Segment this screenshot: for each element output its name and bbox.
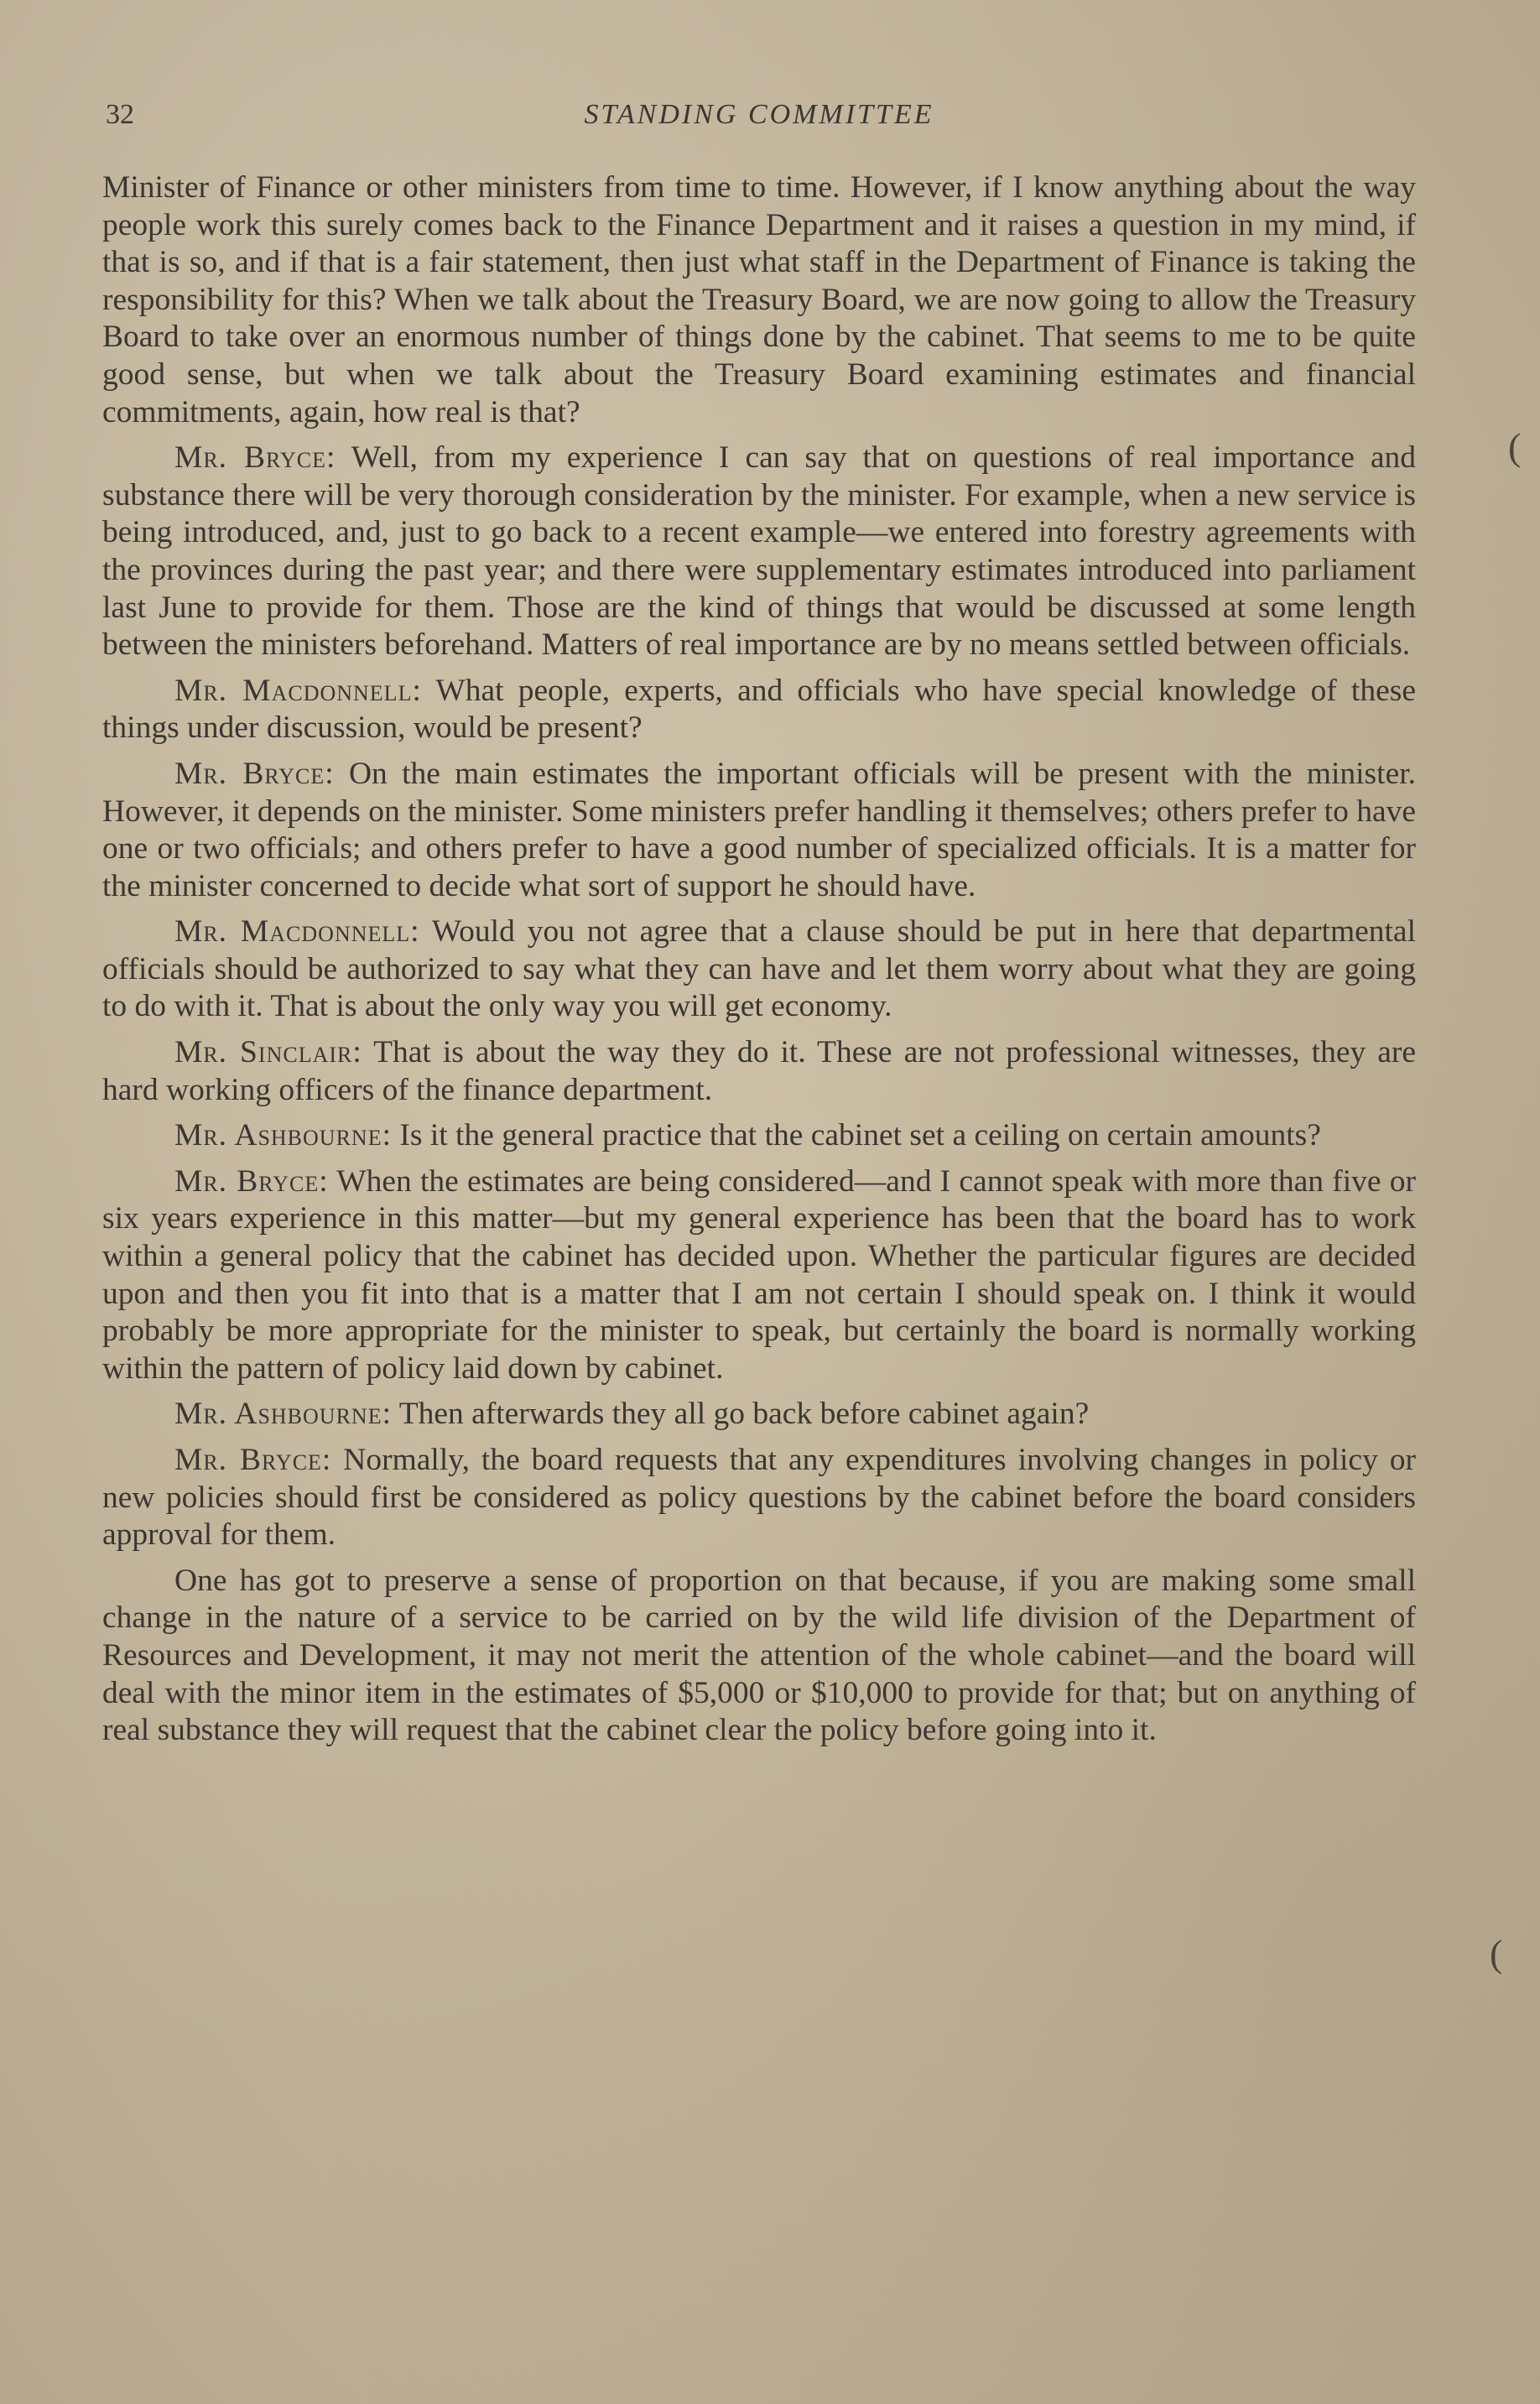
speaker-name: Mr. Ashbourne: [174,1118,392,1153]
speaker-name: Mr. Macdonnell: [174,673,422,708]
paragraph [102,1563,1416,1750]
margin-mark: ( [1508,425,1522,468]
speaker-name: Mr. Bryce: [174,1443,332,1477]
paragraph-text: One has got to preserve a sense of proportion on that because, if you are making some small change in the nature of a service to be carried on by the wild life division of the Department of Resources and Development, it may not merit the attention of the whole cabinet—and the board will deal with the minor item in the estimates of $5,000 or $10,000 to provide for that; but on anything of real substance they will request that the cabinet clear the policy before going into it. [102,1563,1416,1748]
running-head [102,94,1416,144]
paragraph-text: Is it the general practice that the cabinet set a ceiling on certain amounts? [399,1118,1321,1153]
speaker-name: Mr. Bryce: [174,1163,329,1199]
speaker-name: Mr. Bryce: [174,440,336,476]
paragraph [102,1396,1416,1434]
body-text [102,169,1416,1750]
paragraph [102,673,1416,747]
running-title: STANDING COMMITTEE [584,99,934,130]
paragraph [102,756,1416,905]
paragraph-text: Normally, the board requests that any expenditures involving changes in policy or new policies should first be considered as policy questions by the cabinet before the board considers approval for them. [102,1443,1417,1553]
paragraph [102,1117,1416,1155]
document-page [102,94,1416,1758]
paragraph-text: Minister of Finance or other ministers from time to time. However, if I know anything about the way people work this surely comes back to the Finance Department and it raises a question in my mind, if that is so, and if that is a fair statement, then just what staff in the Department of Finance is taking the responsibility for this? When we talk about the Treasury Board, we are now going to allow the Treasury Board to take over an enormous number of things done by the cabinet. That seems to me to be quite good sense, but when we talk about the Treasury Board examining estimates and financial commitments, again, how real is that? [102,170,1416,429]
paragraph [102,1034,1416,1109]
paragraph-text: What people, experts, and officials who have special knowledge of these things under discussion, would be present? [102,673,1416,746]
paragraph [102,1442,1416,1554]
paragraph [102,169,1416,431]
paragraph-text: Well, from my experience I can say that on questions of real importance and substance there will be very thorough consideration by the minister. For example, when a new service is being introduced, and, just to go back to a recent example—we entered into forestry agreements with the provinces during the past year; and there were supplementary estimates introduced into parliament last June to provide for them. Those are the kind of things that would be discussed at some length between the ministers beforehand. Matters of real importance are by no means settled between officials. [102,440,1417,663]
speaker-name: Mr. Ashbourne: [174,1397,392,1432]
speaker-name: Mr. Sinclair: [174,1035,362,1070]
speaker-name: Mr. Macdonnell: [174,914,420,950]
paragraph-text: Then afterwards they all go back before cabinet again? [398,1397,1090,1432]
paragraph [102,1163,1416,1388]
paragraph [102,440,1416,664]
paragraph-text: That is about the way they do it. These are not professional witnesses, they are hard working officers of the finance department. [102,1035,1417,1107]
page-number: 32 [106,99,134,130]
paragraph [102,913,1416,1026]
speaker-name: Mr. Bryce: [174,756,335,791]
margin-mark: ( [1490,1932,1503,1975]
paragraph-text: Would you not agree that a clause should be put in here that departmental officials should be authorized to say what they can have and let them worry about what they are going to do with it. That is about the only way you will get economy. [102,914,1416,1024]
paragraph-text: When the estimates are being considered—and I cannot speak with more than five or six years experience in this matter—but my general experience has been that the board has to work within a general policy that the cabinet has decided upon. Whether the particular figures are decided upon and then you fit into that is a matter that I am not certain I should speak on. I think it would probably be more appropriate for the minister to speak, but certainly the board is normally working within the pattern of policy laid down by cabinet. [102,1163,1416,1386]
paragraph-text: On the main estimates the important officials will be present with the minister. However, it depends on the minister. Some ministers prefer handling it themselves; others prefer to have one or two officials; and others prefer to have a good number of specialized officials. It is a matter for the minister concerned to decide what sort of support he should have. [102,756,1417,903]
